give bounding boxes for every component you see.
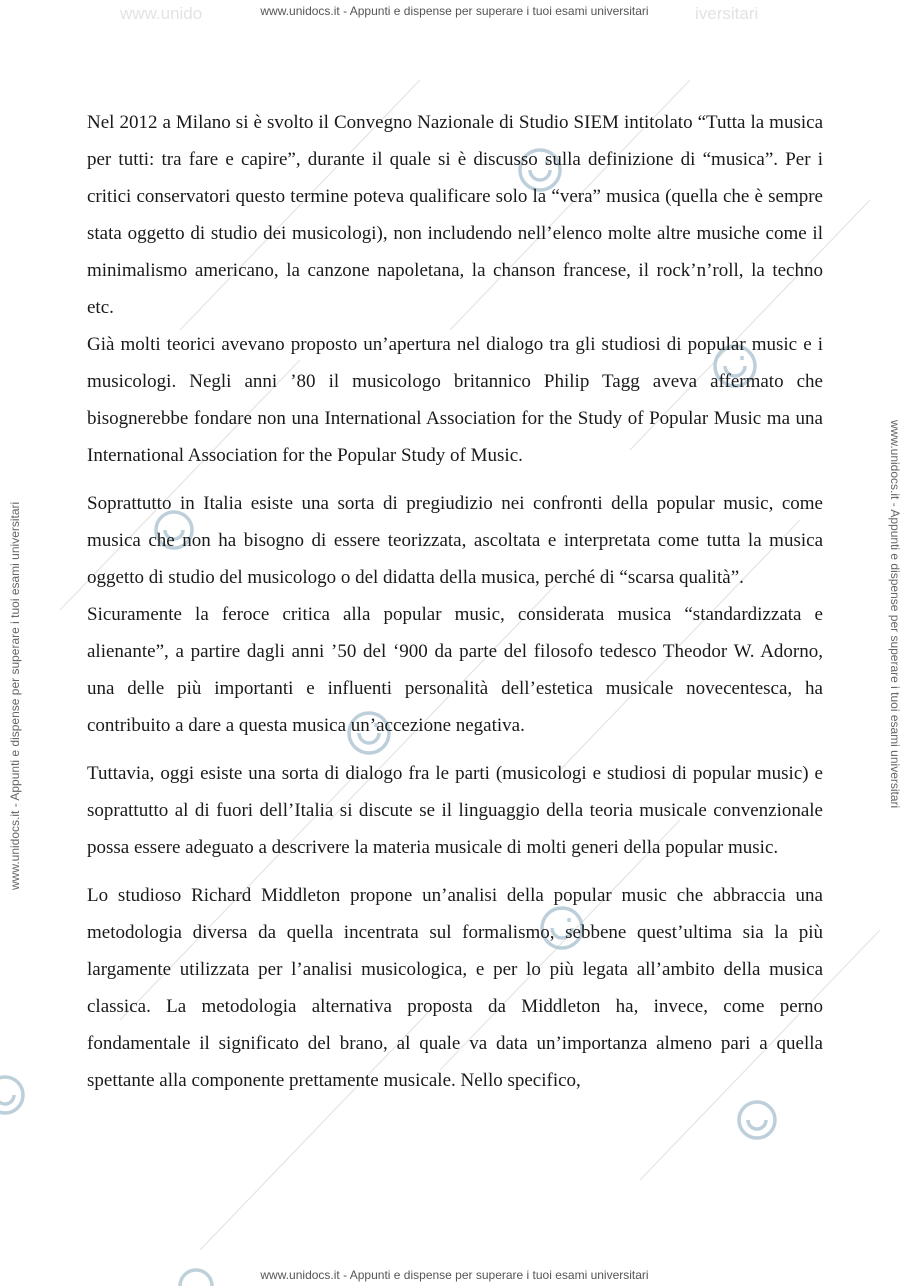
paragraph: Lo studioso Richard Middleton propone un’analisi della popular music che abbraccia una metodologia diversa da quella incentrata sul formalismo, sebbene quest’ultima sia la più largamente utilizzata per l’analisi musicologica, e per lo più legata all’ambito della musica classica. La metodologia alternativa proposta da Middleton ha, invece, come perno fondamentale il significato del brano, al quale va data un’importanza almeno pari a quella spettante alla componente prettamente musicale. Nello specifico,	[87, 885, 823, 1091]
watermark-side-left	[4, 420, 24, 890]
paragraph: Sicuramente la feroce critica alla popular music, considerata musica “standardizzata e alienante”, a partire dagli anni ’50 del ‘900 da parte del filosofo tedesco Theodor W. Adorno, una delle più importanti e influenti personalità dell’estetica musicale novecentesca, ha contribuito a dare a questa musica un’accezione negativa.	[87, 604, 823, 736]
paragraph: Tuttavia, oggi esiste una sorta di dialogo fra le parti (musicologi e studiosi di popular music) e soprattutto al di fuori dell’Italia si discute se il linguaggio della teoria musicale convenzionale possa essere adeguato a descrivere la materia musicale di molti generi della popular music.	[87, 763, 823, 858]
ghost-watermark-right: iversitari	[695, 4, 759, 23]
ghost-watermark-left: www.unido	[120, 4, 203, 23]
watermark-header: www.unidocs.it - Appunti e dispense per superare i tuoi esami universitari	[260, 4, 649, 18]
watermark-side-right	[886, 420, 906, 895]
watermark-side-left-text: www.unidocs.it - Appunti e dispense per superare i tuoi esami universitari	[8, 501, 22, 890]
unidocs-logo-icon	[0, 1077, 23, 1113]
watermark-side-right-text: www.unidocs.it - Appunti e dispense per superare i tuoi esami universitari	[888, 420, 902, 809]
document-body	[87, 104, 823, 1099]
unidocs-logo-icon	[739, 1102, 775, 1138]
paragraph: Soprattutto in Italia esiste una sorta di pregiudizio nei confronti della popular music, come musica che non ha bisogno di essere teorizzata, ascoltata e interpretata come tutta la musica oggetto di studio del musicologo o del didatta della musica, perché di “scarsa qualità”.	[87, 493, 823, 588]
watermark-footer: www.unidocs.it - Appunti e dispense per superare i tuoi esami universitari	[260, 1268, 649, 1282]
paragraph: Nel 2012 a Milano si è svolto il Convegno Nazionale di Studio SIEM intitolato “Tutta la musica per tutti: tra fare e capire”, durante il quale si è discusso sulla definizione di “musica”. Per i critici conservatori questo termine poteva qualificare solo la “vera” musica (quella che è sempre stata oggetto di studio dei musicologi), non includendo nell’elenco molte altre musiche come il minimalismo americano, la canzone napoletana, la chanson francese, il rock’n’roll, la techno etc.	[87, 112, 823, 318]
paragraph: Già molti teorici avevano proposto un’apertura nel dialogo tra gli studiosi di popular music e i musicologi. Negli anni ’80 il musicologo britannico Philip Tagg aveva affermato che bisognerebbe fondare non una International Association for the Study of Popular Music ma una International Association for the Popular Study of Music.	[87, 334, 823, 466]
